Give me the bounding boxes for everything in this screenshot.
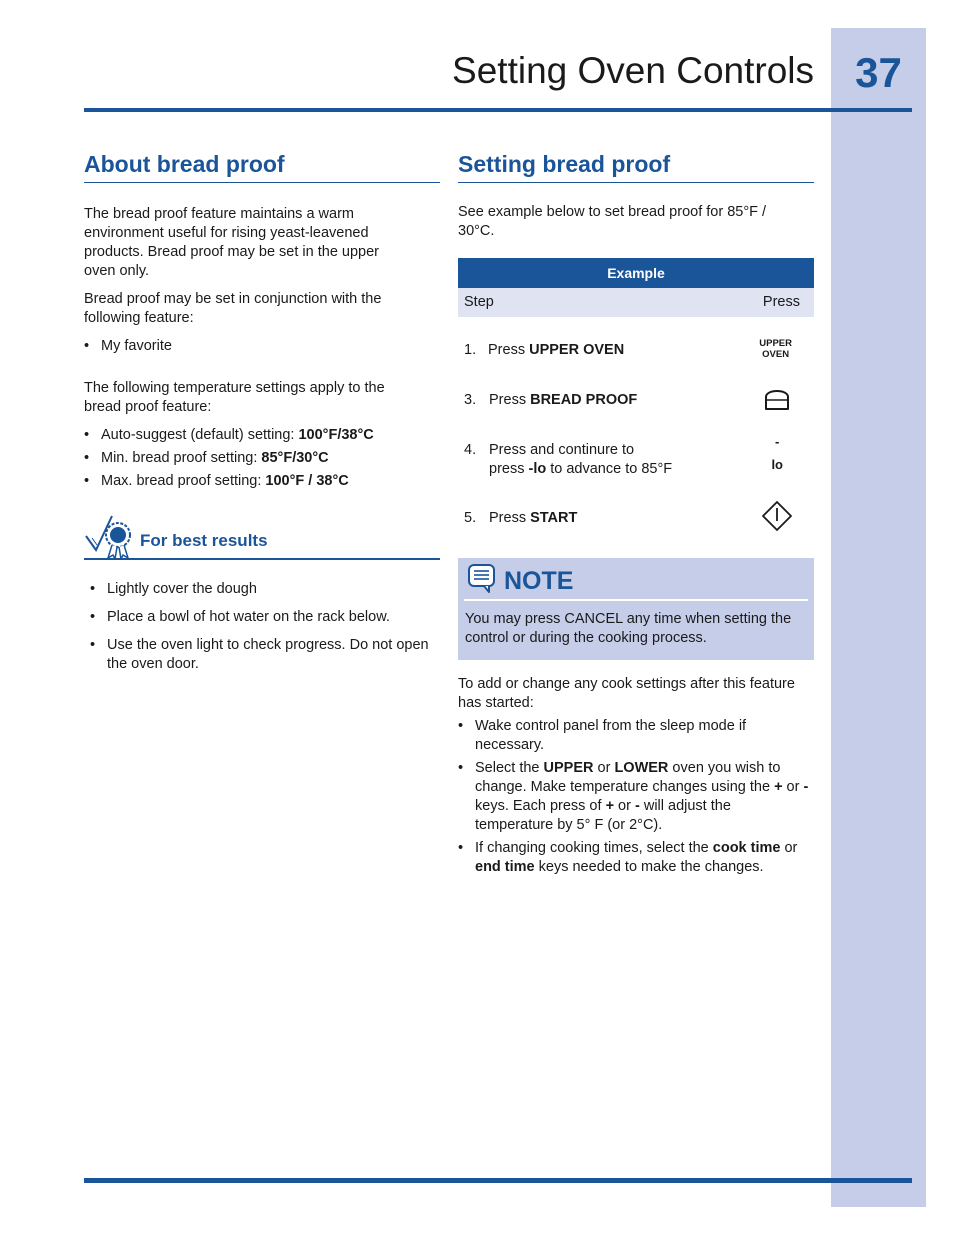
tips-title: For best results — [140, 531, 268, 550]
bold-run: UPPER — [543, 760, 594, 776]
bold-run: LOWER — [614, 760, 669, 776]
footer-rule — [84, 1178, 912, 1183]
note-box — [458, 558, 814, 660]
after-intro: To add or change any cook settings after this feature has started: — [458, 676, 795, 711]
setting-label: Max. bread proof setting: — [101, 473, 266, 489]
bold-run: + — [605, 798, 615, 814]
key-line: UPPER — [759, 338, 792, 349]
tip-text: Lightly cover the dough — [107, 581, 257, 597]
step-text-line: press — [489, 461, 529, 477]
bold-run: - — [803, 779, 809, 795]
text-run: or — [614, 798, 635, 814]
setting-intro: See example below to set bread proof for 85°F / 30°C. — [458, 204, 767, 239]
step-text-line: Press and continure to — [489, 442, 635, 458]
bold-run: - — [634, 798, 640, 814]
key-line: OVEN — [762, 349, 790, 360]
settings-list — [84, 426, 414, 491]
bread-proof-icon — [762, 388, 792, 412]
list-item: • My favorite — [84, 338, 172, 354]
setting-value: 100°F/38°C — [298, 427, 374, 443]
text-run: or — [782, 779, 804, 795]
after-bullet-text: Wake control panel from the sleep mode if necessary. — [475, 718, 747, 753]
tip-text: Use the oven light to check progress. Do not open the oven door. — [107, 637, 429, 672]
feature-label: My favorite — [101, 338, 172, 354]
text-run: oven you wish to change. Make temperature changes using the — [475, 760, 781, 795]
setting-heading: Setting bread proof — [458, 153, 814, 183]
about-para1: The bread proof feature maintains a warm environment useful for rising yeast-leavened products. Bread proof may be set in the upper oven only. — [84, 206, 380, 279]
note-text: You may press CANCEL any time when setting the control or during the cooking process. — [465, 611, 792, 646]
after-list — [458, 717, 810, 877]
text-run: keys needed to make the changes. — [534, 859, 764, 875]
example-steps — [458, 0, 814, 560]
step-key-name: START — [530, 510, 578, 526]
text-run: will adjust the temperature by 5° F (or 2°C). — [475, 798, 731, 833]
step-number: 3. — [464, 392, 477, 408]
minus-lo-key — [771, 430, 783, 476]
setting-value: 85°F/30°C — [261, 450, 329, 466]
text-run: If changing cooking times, select the — [475, 840, 713, 856]
list-item: • Min. bread proof setting: 85°F/30°C — [84, 450, 329, 466]
bold-run: + — [774, 779, 783, 795]
key-line: lo — [771, 457, 783, 472]
page-number: 37 — [855, 49, 902, 96]
step-text: Press — [488, 342, 530, 358]
step-number: 1. — [464, 342, 477, 358]
step-text — [489, 441, 672, 479]
setting-label: Auto-suggest (default) setting: — [101, 427, 299, 443]
about-para3: The following temperature settings apply to the bread proof feature: — [84, 380, 385, 415]
list-item: • Auto-suggest (default) setting: 100°F/38°C — [84, 427, 374, 443]
step-key-name: BREAD PROOF — [530, 392, 638, 408]
list-item: • Use the oven light to check progress. Do not open the oven door. — [90, 637, 429, 672]
tips-list-wrap — [90, 580, 430, 678]
text-run: Select the — [475, 760, 544, 776]
setting-value: 100°F / 38°C — [265, 473, 349, 489]
list-item: • Max. bread proof setting: 100°F / 38°C — [84, 473, 349, 489]
about-section — [84, 205, 414, 495]
key-line: - — [775, 434, 780, 449]
col-step-label: Step — [464, 294, 494, 310]
list-item: • Wake control panel from the sleep mode if necessary. — [458, 718, 747, 753]
list-item: • If changing cooking times, select the cook time or end time keys needed to make the changes. — [458, 840, 798, 875]
note-icon — [467, 563, 497, 593]
list-item: • Select the UPPER or LOWER oven you wish to change. Make temperature changes using the + or - keys. Each press of + or - will adjust the temperature by 5° F (or 2°C). — [458, 760, 809, 833]
bold-run: cook time — [712, 840, 781, 856]
setting-label: Min. bread proof setting: — [101, 450, 262, 466]
upper-oven-key — [759, 338, 792, 360]
step-number: 5. — [464, 510, 477, 526]
step-text-line: to advance to 85°F — [546, 461, 673, 477]
list-item: • Place a bowl of hot water on the rack below. — [90, 609, 390, 625]
about-para2: Bread proof may be set in conjunction with the following feature: — [84, 291, 382, 326]
step-text: Press — [489, 392, 531, 408]
note-rule — [464, 599, 808, 601]
step-key-name: -lo — [528, 461, 547, 477]
text-run: or — [780, 840, 798, 856]
after-section — [458, 675, 810, 881]
list-item: • Lightly cover the dough — [90, 581, 257, 597]
about-heading: About bread proof — [84, 153, 440, 183]
start-icon — [762, 501, 792, 531]
note-title: NOTE — [504, 567, 574, 595]
tip-text: Place a bowl of hot water on the rack below. — [107, 609, 390, 625]
text-run: keys. Each press of — [475, 798, 606, 814]
col-press-label: Press — [762, 294, 800, 310]
step-key-name: UPPER OVEN — [529, 342, 625, 358]
award-ribbon-icon — [84, 512, 134, 560]
example-header: Example — [458, 258, 814, 288]
bold-run: end time — [475, 859, 535, 875]
step-text: Press — [489, 510, 531, 526]
side-tab — [831, 28, 926, 1207]
tips-header — [84, 512, 440, 560]
step-number: 4. — [464, 442, 477, 458]
feature-list — [84, 337, 414, 356]
text-run: or — [593, 760, 615, 776]
page-title: Setting Oven Controls — [452, 50, 814, 91]
tips-list — [90, 580, 430, 674]
